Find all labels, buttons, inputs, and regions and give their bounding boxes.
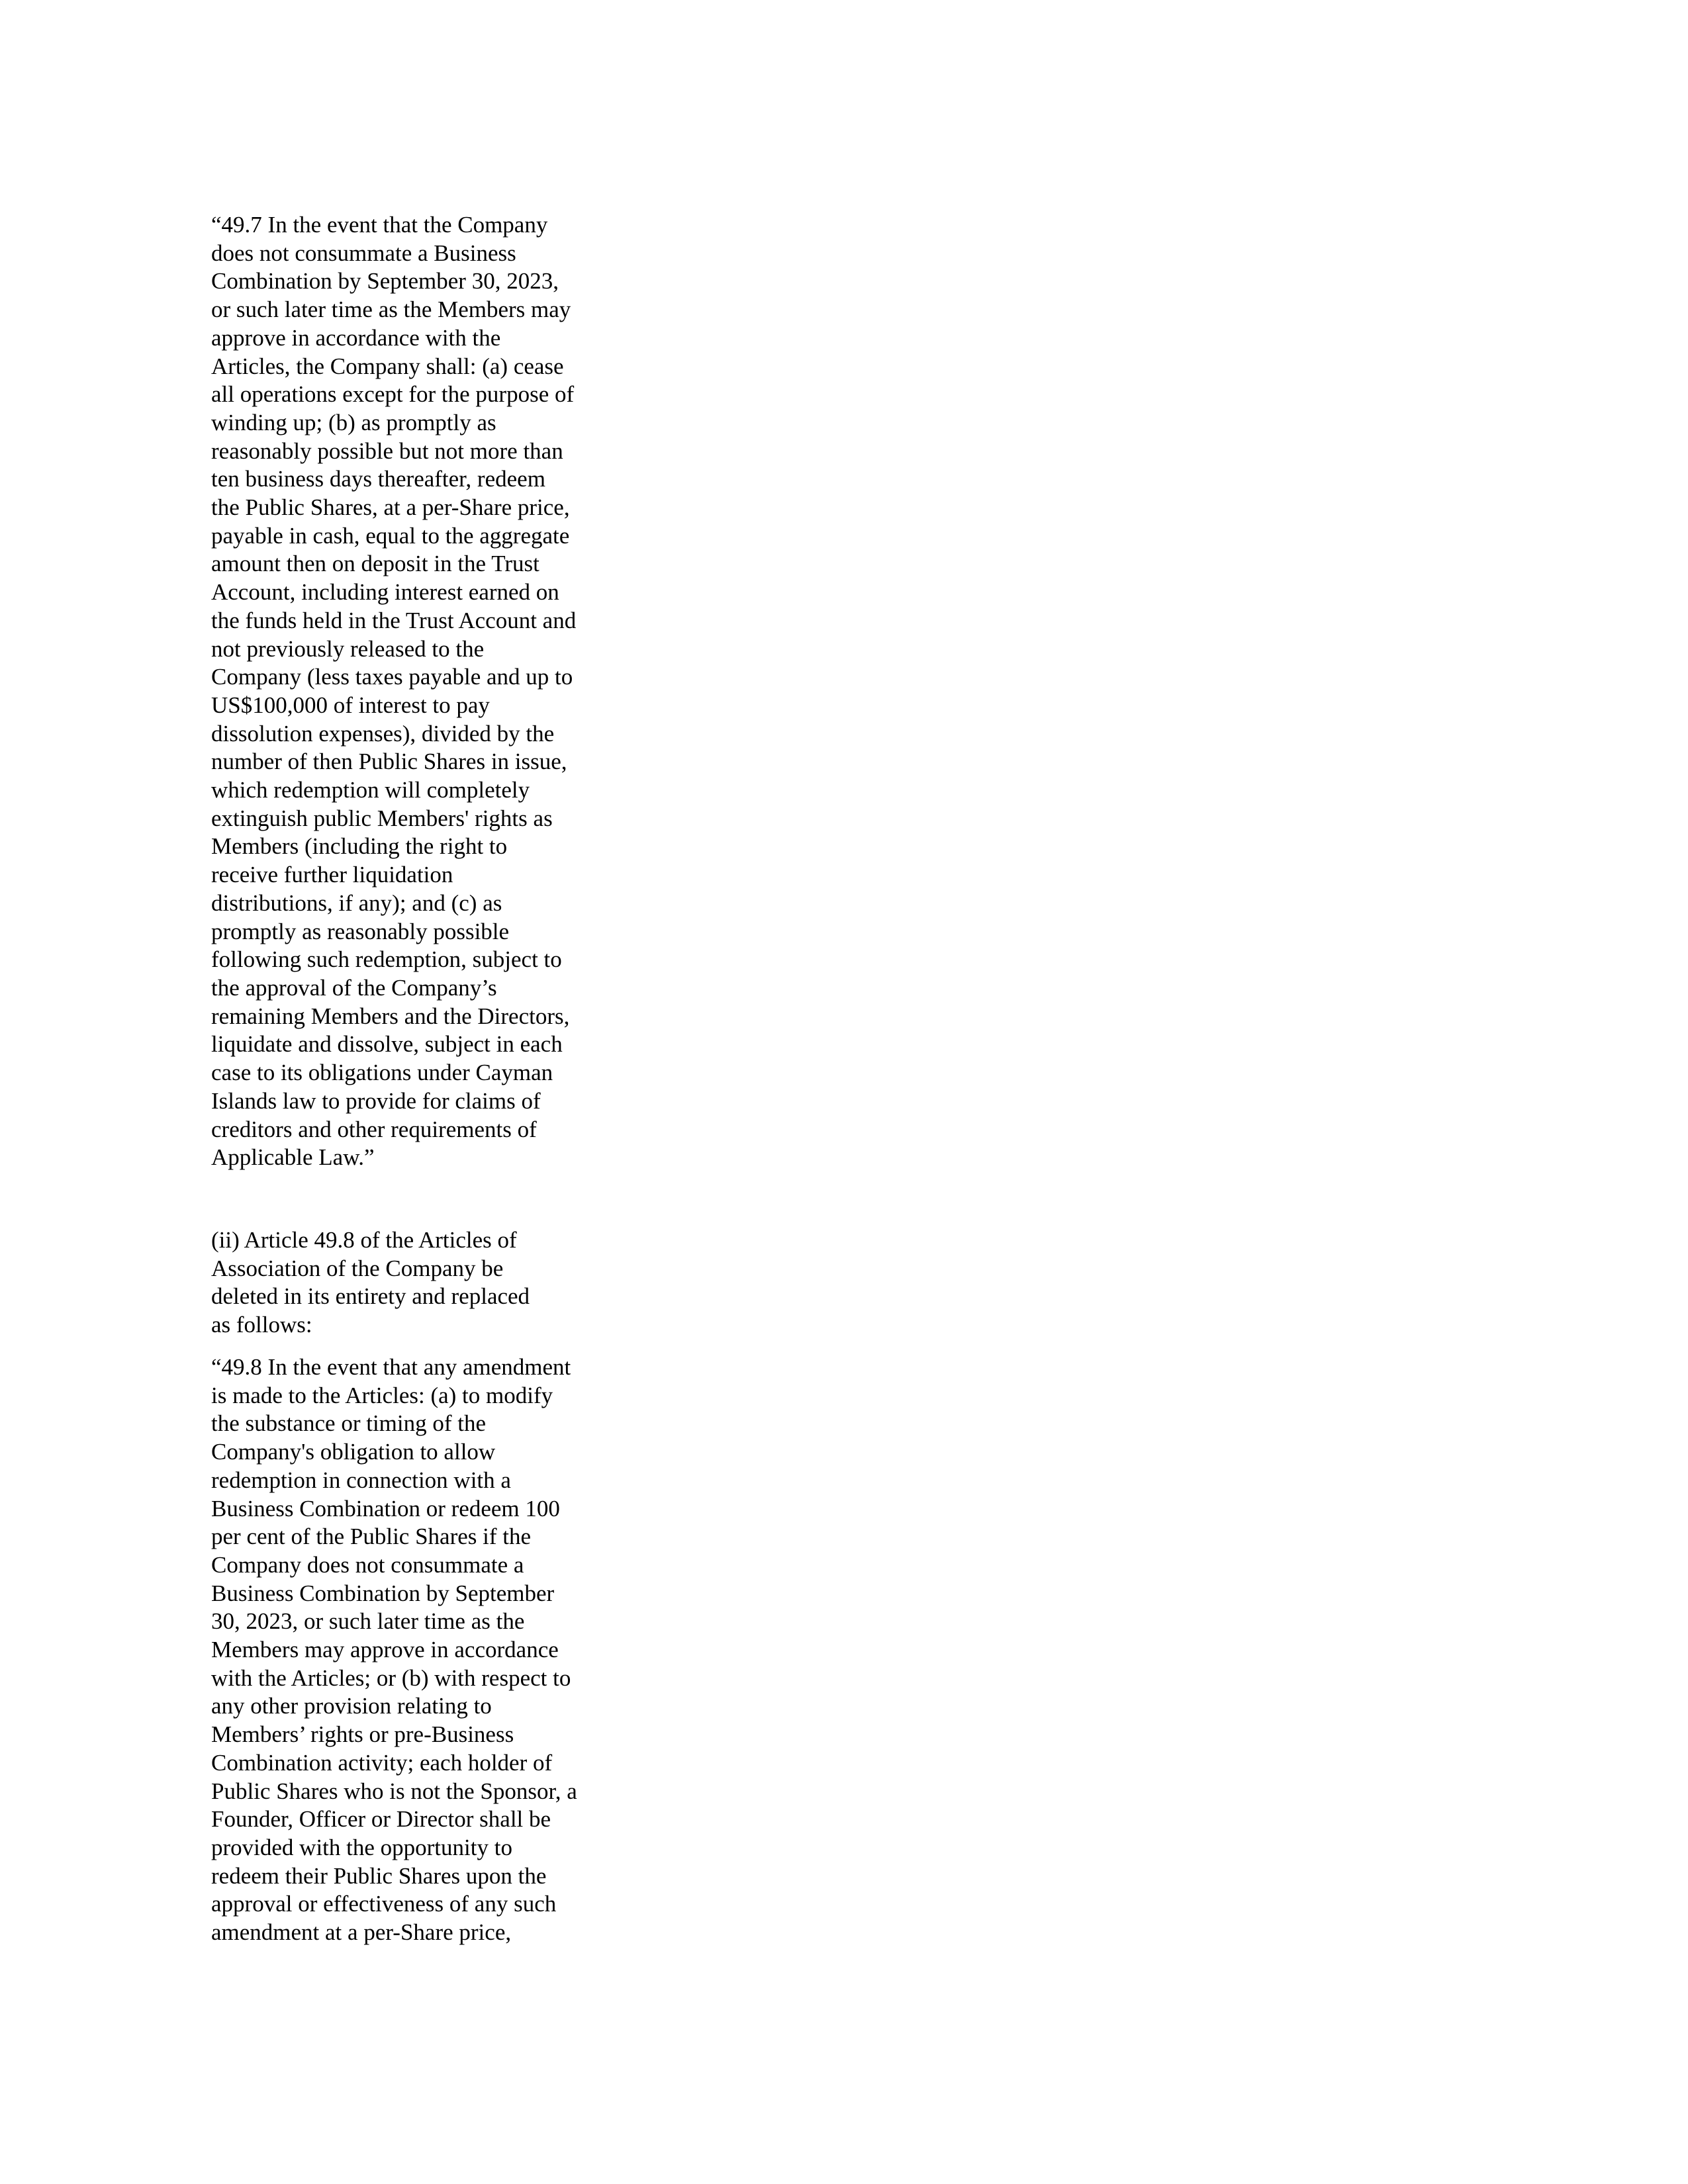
text-line: Combination activity; each holder of [211, 1749, 553, 1776]
text-line: remaining Members and the Directors, [211, 1003, 570, 1029]
text-line: amendment at a per-Share price, [211, 1919, 512, 1946]
text-line: approve in accordance with the [211, 324, 501, 351]
text-line: Members’ rights or pre-Business [211, 1721, 514, 1748]
text-line: extinguish public Members' rights as [211, 805, 553, 831]
text-line: US$100,000 of interest to pay [211, 692, 490, 718]
text-line: Company's obligation to allow [211, 1439, 496, 1465]
text-line: per cent of the Public Shares if the [211, 1524, 532, 1550]
text-line: receive further liquidation [211, 862, 453, 888]
text-line: Public Shares who is not the Sponsor, a [211, 1778, 577, 1804]
text-line: approval or effectiveness of any such [211, 1891, 557, 1917]
text-line: ten business days thereafter, redeem [211, 466, 545, 492]
text-line: case to its obligations under Cayman [211, 1060, 553, 1086]
text-line: liquidate and dissolve, subject in each [211, 1031, 563, 1058]
text-line: is made to the Articles: (a) to modify [211, 1382, 553, 1408]
text-line: winding up; (b) as promptly as [211, 409, 496, 435]
text-line: not previously released to the [211, 635, 485, 662]
text-line: number of then Public Shares in issue, [211, 749, 567, 775]
text-line: Applicable Law.” [211, 1144, 375, 1171]
article-49-8-intro-paragraph [211, 1226, 530, 1340]
text-line: “49.7 In the event that the Company [211, 212, 548, 238]
article-49-7-paragraph [211, 211, 576, 1172]
text-line: redemption in connection with a [211, 1467, 511, 1493]
text-line: Account, including interest earned on [211, 579, 559, 606]
text-line: as follows: [211, 1312, 312, 1338]
text-line: (ii) Article 49.8 of the Articles of [211, 1227, 517, 1253]
text-line: Founder, Officer or Director shall be [211, 1806, 551, 1833]
text-line: Combination by September 30, 2023, [211, 268, 559, 295]
text-line: redeem their Public Shares upon the [211, 1862, 547, 1889]
text-line: reasonably possible but not more than [211, 437, 563, 464]
text-line: the funds held in the Trust Account and [211, 607, 577, 633]
text-line: Business Combination or redeem 100 [211, 1495, 560, 1522]
text-line: with the Articles; or (b) with respect to [211, 1664, 571, 1691]
text-line: the Public Shares, at a per-Share price, [211, 494, 570, 521]
text-line: which redemption will completely [211, 777, 530, 803]
text-line: Members (including the right to [211, 833, 508, 860]
text-line: following such redemption, subject to [211, 946, 562, 973]
text-line: provided with the opportunity to [211, 1834, 512, 1860]
text-line: the substance or timing of the [211, 1410, 487, 1437]
text-line: amount then on deposit in the Trust [211, 551, 539, 577]
text-line: all operations except for the purpose of [211, 381, 575, 408]
text-line: any other provision relating to [211, 1693, 492, 1719]
text-line: Islands law to provide for claims of [211, 1087, 541, 1114]
text-line: or such later time as the Members may [211, 296, 571, 323]
text-line: 30, 2023, or such later time as the [211, 1608, 525, 1635]
text-line: does not consummate a Business [211, 240, 516, 266]
text-line: distributions, if any); and (c) as [211, 889, 502, 916]
text-line: Articles, the Company shall: (a) cease [211, 353, 564, 379]
text-line: deleted in its entirety and replaced [211, 1283, 530, 1310]
text-line: Association of the Company be [211, 1255, 504, 1281]
text-line: promptly as reasonably possible [211, 918, 510, 944]
text-line: Members may approve in accordance [211, 1637, 559, 1663]
text-line: the approval of the Company’s [211, 974, 497, 1001]
text-line: dissolution expenses), divided by the [211, 720, 555, 747]
text-line: “49.8 In the event that any amendment [211, 1354, 571, 1380]
text-line: Business Combination by September [211, 1580, 555, 1606]
text-line: creditors and other requirements of [211, 1116, 537, 1142]
text-line: Company does not consummate a [211, 1551, 524, 1578]
text-line: payable in cash, equal to the aggregate [211, 522, 570, 549]
text-line: Company (less taxes payable and up to [211, 664, 573, 690]
article-49-8-paragraph [211, 1353, 577, 1947]
